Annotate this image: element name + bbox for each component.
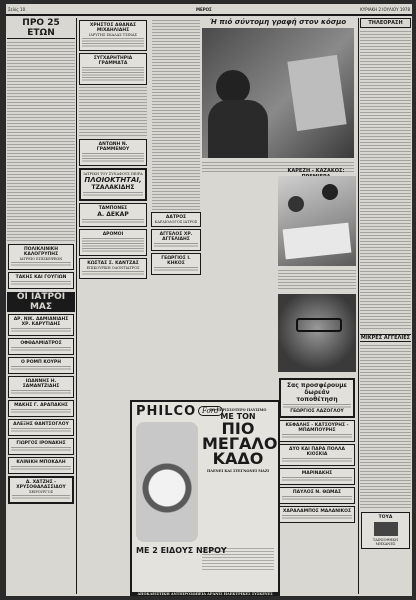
mid-ad-6: ΔΡΟΜΟΙ [79, 229, 147, 256]
portrait-photo [278, 294, 356, 372]
doctor-ad-2: ΟΦΘΑΛΜΙΑΤΡΟΣ [8, 338, 74, 355]
rm-ad-4: ΜΑΡΙΝΑΚΗΣ [279, 468, 355, 485]
mid-ad-3: ΑΝΤΩΝΗ Ν. ΓΡΑΜΜΕΝΟΥ [79, 139, 147, 166]
center-ad-2: ΑΓΓΕΛΟΣ ΧΡ. ΑΓΓΕΛΙΔΗΣ [151, 229, 201, 251]
right-column [360, 18, 411, 594]
doctors-title: ΟΙ ΙΑΤΡΟΙ ΜΑΣ [7, 292, 75, 312]
premiere-title: ΚΑΡΕΖΗ - ΚΑΖΑΚΟΣ: [287, 168, 345, 174]
doctor-ad-8: ΚΛΙΝΙΚΗ ΜΠΟΚΑΛΗ [8, 457, 74, 474]
page-date: ΚΥΡΙΑΚΗ 2 ΙΟΥΛΙΟΥ 1978 [360, 7, 410, 12]
page-header [6, 4, 412, 16]
rm-ad-6: ΧΑΡΑΛΑΜΠΟΣ ΜΑΛΑΝΙΚΟΣ [279, 506, 355, 523]
ford-logo: Ford [198, 406, 223, 416]
center-ad-3: ΓΕΩΡΓΙΟΣ Ι. ΚΗΚΟΣ [151, 253, 201, 275]
mid-ad-5: ΤΑΜΠΟΝΕΣ Α. ΔΕΚΑΡ [79, 203, 147, 227]
left-ad-2: ΤΑΚΗΣ ΚΑΙ ΓΟΥΓΙΩΝ [8, 272, 74, 289]
center-article-text [152, 20, 200, 210]
tv-listings [360, 31, 411, 331]
classifieds-title: ΜΙΚΡΕΣ ΑΓΓΕΛΙΕΣ [360, 335, 411, 341]
mid-article-text [79, 87, 147, 137]
mid-ad-7: ΚΩΣΤΑΣ Σ. ΚΑΝΤΖΑΣ ΕΠΙΚΟΥΡΙΚΗ ΟΔΟΝΤΙΑΤΡΟΣ [79, 258, 147, 279]
mid-left-column [78, 18, 148, 398]
philco-headline-1: ΤΟ ΠΕΡΙΣΣΟΤΕΡΟ ΠΛΥΣΙΜΟ [209, 408, 267, 412]
mid-ad-4: ΙΑΤΡΙΚΗ ΤΟΥ ΣΥΝΑΦΟΥΣ ΠΕΙΡΑ ΠΛΟΙΟΚΤΗΤΑΙ, ΤΖΑΛΑΚΙΔΗΣ [79, 168, 147, 201]
right-mid-ads [278, 376, 356, 596]
center-ad-1: ΑΑΤΡΟΣ ΚΑΡΔΙΟΛΟΓΟΣ ΙΑΤΡΟΣ [151, 212, 201, 227]
philco-headline-3: ΠΙΟ ΜΕΓΑΛΟ ΚΑΔΟ [202, 419, 278, 468]
tv-title: ΤΗΛΕΟΡΑΣΗ [360, 18, 411, 28]
photo-caption: Ή πιό σύντομη γραφή στον κόσμο [209, 18, 347, 26]
left-column [7, 18, 75, 594]
philco-headline-2: ΜΕ ΤΟΝ [220, 412, 256, 421]
page-number: Σελίς 10 [8, 7, 26, 12]
philco-water: ΜΕ 2 ΕΙΔΟΥΣ ΝΕΡΟΥ [136, 546, 227, 555]
left-title: ΠΡΟ 25 ΕΤΩΝ [7, 18, 75, 39]
doctor-ad-1: ΔΡ. ΝΙΚ. ΔΑΜΙΑΝΙΔΗΣ ΧΡ. ΚΑΡΥΤΙΔΗΣ [8, 314, 74, 336]
left-article-text [7, 42, 75, 242]
mid-ad-2: ΣΥΓΧΑΡΗΤΗΡΙΑ ΓΡΑΜΜΑΤΑ [79, 53, 147, 85]
washing-machine-image [136, 422, 198, 542]
doctor-ad-4: ΙΩΑΝΝΗΣ Η. ΣΑΜΑΝΤΖΙΔΗΣ [8, 376, 74, 398]
philco-logo: PHILCO [136, 404, 197, 419]
classifieds-text [360, 345, 411, 510]
doctor-ad-9: Δ. ΧΑΤΖΗΣ - ΧΡΥΣΟΘΑΛΑΣΣΙΔΟΥ ΧΕΙΡΟΥΡΓΟΣ [8, 476, 74, 504]
rm-ad-3: ΔΥΟ ΚΑΙ ΠΑΡΑ ΠΟΛΛΑ ΚΙΟΣΚΙΑ [279, 444, 355, 466]
doctor-ad-5: ΜΑΚΗΣ Γ. ΑΡΑΠΑΚΗΣ [8, 400, 74, 417]
paper-name: ΜΕΡΟΣ [196, 7, 212, 12]
philco-footer: ΑΠΟΚΛΕΙΣΤΙΚΗ ΑΝΤΙΠΡΟΣΩΠΕΙΑ ΑΡΑΝΙΣ ΗΛΕΚΤΡΙΚΕΣ ΣΥΣΚΕΥΕΣ [132, 592, 278, 596]
philco-side-text: ΠΛΕΝΕΙ ΚΑΙ ΣΤΕΓΝΩΝΕΙ ΜΑΖΙ [206, 469, 270, 473]
philco-ad [130, 400, 280, 596]
rm-ad-2: ΚΕΦΑΛΗΣ - ΚΑΤΣΟΥΡΗΣ - ΜΠΑΜΠΟΥΡΗΣ [279, 420, 355, 442]
bottom-ad: ΤΟΥΑ ΤΑΙΝΙΟΘΗΚΗ ΜΗΧΑΝΕΣ [361, 512, 410, 549]
top-photo [202, 28, 354, 158]
left-ad-1: ΠΟΛΙΚΛΙΝΙΚΗ ΚΑΛΟΓΡΥΠΗΣ ΙΑΤΡΕΙΟ ΕΠΙΣΚΕΨΕΩΝ [8, 244, 74, 270]
mid-ad-1: ΧΡΗΣΤΟΣ ΑΘΑΝΑΣ ΜΙΧΑΗΛΙΔΗΣ ΙΔΡΥΤΗΣ ΣΚΑΛΑΣ ΤΣΙΝΑΣ [79, 20, 147, 51]
rm-ad-5: ΠΑΥΛΟΣ Ν. ΘΩΜΑΣ [279, 487, 355, 504]
doctor-ad-3: Ο ΡΟΜΠ ΚΟΥΡΗ [8, 357, 74, 374]
doctor-ad-7: ΓΙΩΡΓΟΣ ΙΡΟΝΑΚΗΣ [8, 438, 74, 455]
doctor-ad-6: ΑΛΕΞΗΣ ΘΑΝΤΣΟΓΛΟΥ [8, 419, 74, 436]
premiere-photo [278, 176, 356, 266]
center-column [150, 18, 202, 398]
newspaper-page [6, 4, 412, 596]
offer-ad: Σας προσφέρουμε δωρεάν τοποθέτηση ΓΕΩΡΓΙΟΣ ΛΑΖΟΓΛΟΥ [279, 378, 355, 418]
